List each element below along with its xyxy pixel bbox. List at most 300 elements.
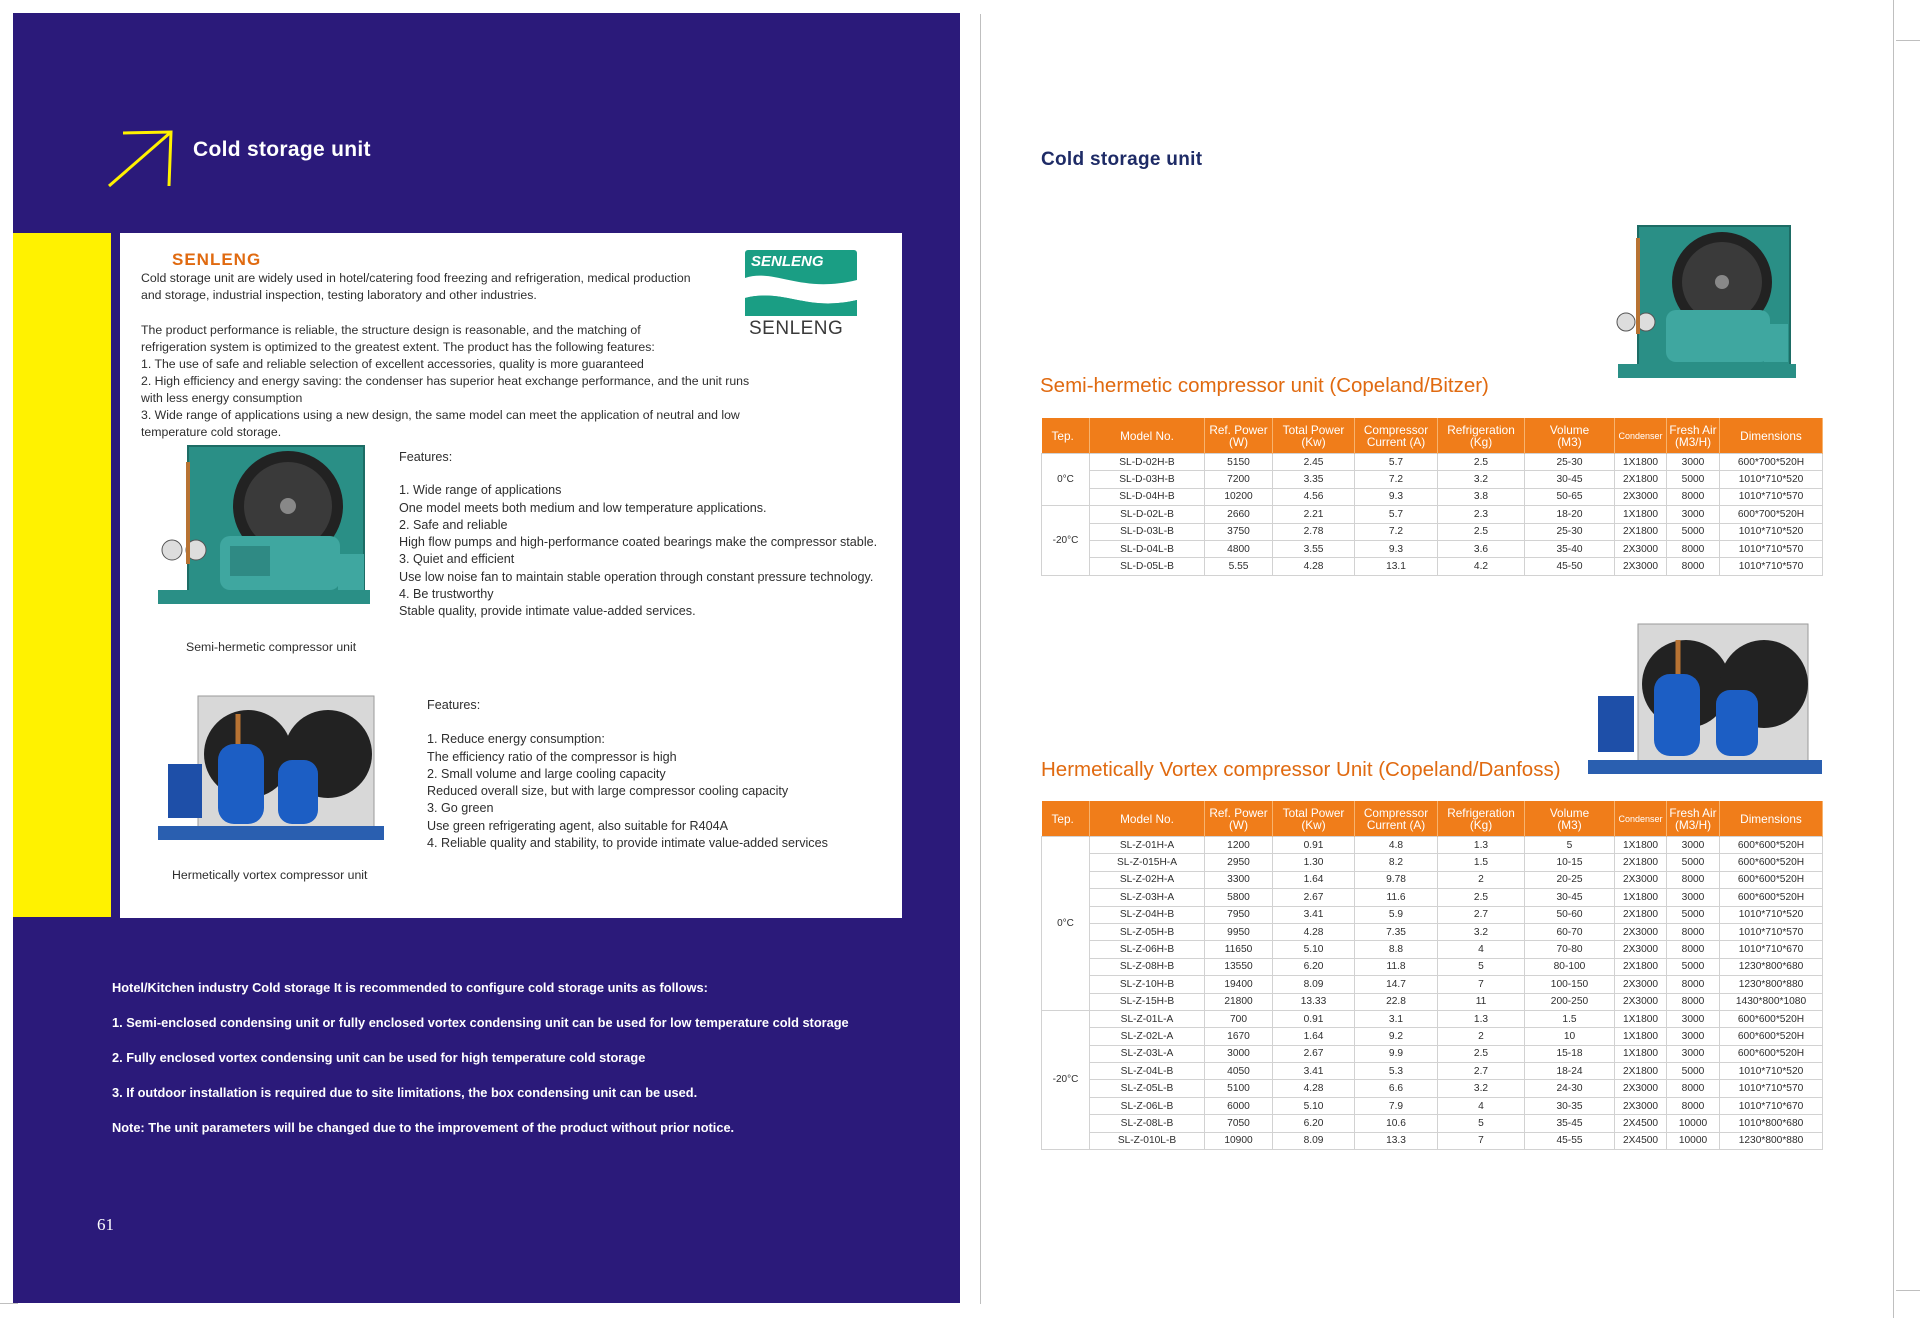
vortex-title: Hermetically Vortex compressor Unit (Copeland/Danfoss) (1041, 758, 1561, 781)
table-cell: 2X1800 (1615, 906, 1667, 923)
table-cell: 5.7 (1355, 454, 1438, 471)
table-cell: 4050 (1205, 1063, 1273, 1080)
table-cell: 9.3 (1355, 540, 1438, 557)
column-header (1525, 418, 1615, 454)
table-cell: 5000 (1667, 471, 1720, 488)
vortex-unit-image (158, 694, 386, 852)
table-row (1042, 871, 1823, 888)
table-cell: 19400 (1205, 976, 1273, 993)
table-cell: 45-50 (1525, 558, 1615, 575)
table-cell: 2X3000 (1615, 976, 1667, 993)
table-cell: 8000 (1667, 923, 1720, 940)
table-cell: 1230*800*880 (1720, 976, 1823, 993)
column-header (1720, 418, 1823, 454)
table-cell: 1X1800 (1615, 506, 1667, 523)
table-cell: 7.9 (1355, 1097, 1438, 1114)
table-cell: SL-Z-08L-B (1090, 1115, 1205, 1132)
column-header-unit: (W) (1229, 818, 1248, 832)
table-cell: 600*600*520H (1720, 1028, 1823, 1045)
table-cell: 10200 (1205, 488, 1273, 505)
trim-mark (1896, 1290, 1920, 1291)
table-cell: 4.8 (1355, 837, 1438, 854)
table-cell: 5 (1438, 958, 1525, 975)
table-cell: 18-20 (1525, 506, 1615, 523)
table-cell: 8000 (1667, 993, 1720, 1010)
table-cell: 8.8 (1355, 941, 1438, 958)
table-cell: 8.09 (1273, 976, 1355, 993)
table-cell: 60-70 (1525, 923, 1615, 940)
table-cell: 600*600*520H (1720, 871, 1823, 888)
table-cell: 1X1800 (1615, 889, 1667, 906)
feature-line: 3. Go green (427, 801, 494, 816)
column-header (1090, 801, 1205, 837)
table-cell: 1010*710*520 (1720, 471, 1823, 488)
table-cell: SL-D-04H-B (1090, 488, 1205, 505)
table-cell: 5100 (1205, 1080, 1273, 1097)
table-cell: 1230*800*680 (1720, 958, 1823, 975)
table-row (1042, 906, 1823, 923)
table-cell: 2 (1438, 1028, 1525, 1045)
table-cell: 1.30 (1273, 854, 1355, 871)
table-cell: SL-D-02L-B (1090, 506, 1205, 523)
table-row (1042, 1097, 1823, 1114)
table-cell: 3000 (1667, 1010, 1720, 1027)
table-row (1042, 558, 1823, 575)
table-cell: 100-150 (1525, 976, 1615, 993)
table-cell: 70-80 (1525, 941, 1615, 958)
intro-text (141, 270, 741, 304)
table-row (1042, 941, 1823, 958)
trim-line (1893, 0, 1894, 1318)
table-cell: 600*600*520H (1720, 1010, 1823, 1027)
table-cell: 5000 (1667, 1063, 1720, 1080)
table-cell: 1010*710*520 (1720, 523, 1823, 540)
table-cell: 1.3 (1438, 837, 1525, 854)
table-cell: 8000 (1667, 488, 1720, 505)
table-cell: 2.5 (1438, 1045, 1525, 1062)
table-cell: 8000 (1667, 558, 1720, 575)
column-header-label: Volume (1549, 806, 1590, 820)
table-cell: 1010*710*520 (1720, 906, 1823, 923)
table-cell: 3750 (1205, 523, 1273, 540)
table-cell: 25-30 (1525, 523, 1615, 540)
table-cell: SL-D-03H-B (1090, 471, 1205, 488)
table-cell: 2X3000 (1615, 558, 1667, 575)
column-header-label: Ref. Power (1209, 806, 1268, 820)
column-header (1720, 801, 1823, 837)
column-header-label: Condenser (1618, 431, 1663, 441)
description-line: The product performance is reliable, the structure design is reasonable, and the matching of (141, 323, 641, 337)
table-row (1042, 1045, 1823, 1062)
table-cell: 9950 (1205, 923, 1273, 940)
intro-line: and storage, industrial inspection, testing laboratory and other industries. (141, 288, 537, 302)
table-cell: 600*700*520H (1720, 506, 1823, 523)
description-line: refrigeration system is optimized to the greatest extent. The product has the following features: (141, 340, 655, 354)
table-cell: 1X1800 (1615, 1045, 1667, 1062)
table-cell: SL-Z-06L-B (1090, 1097, 1205, 1114)
table-cell: 50-65 (1525, 488, 1615, 505)
table-row (1042, 993, 1823, 1010)
description-line: 2. High efficiency and energy saving: the condenser has superior heat exchange performance, and the unit runs (141, 374, 750, 388)
table-cell: 3000 (1667, 1028, 1720, 1045)
column-header (1042, 418, 1090, 454)
table-cell: 2X4500 (1615, 1115, 1667, 1132)
note-line: Hotel/Kitchen industry Cold storage It is recommended to configure cold storage units as follows: (112, 980, 708, 995)
table-cell: 20-25 (1525, 871, 1615, 888)
feature-line: Use low noise fan to maintain stable operation through constant pressure technology. (399, 569, 874, 584)
table-cell: SL-Z-10H-B (1090, 976, 1205, 993)
table-cell: 5 (1438, 1115, 1525, 1132)
table-cell: 1200 (1205, 837, 1273, 854)
table-cell: 1.64 (1273, 871, 1355, 888)
column-header-label: Ref. Power (1209, 423, 1268, 437)
table-cell: 8000 (1667, 941, 1720, 958)
table-cell: 10900 (1205, 1132, 1273, 1149)
column-header (1355, 801, 1438, 837)
table-cell: 4 (1438, 941, 1525, 958)
table-cell: 2X3000 (1615, 1080, 1667, 1097)
column-header-label: Fresh Air (1669, 806, 1717, 820)
table-cell: 4800 (1205, 540, 1273, 557)
feature-line: 4. Be trustworthy (399, 587, 494, 602)
table-cell: 7 (1438, 1132, 1525, 1149)
table-header-row (1042, 418, 1823, 454)
table-cell: 5.9 (1355, 906, 1438, 923)
vortex-unit-photo (1588, 620, 1824, 786)
column-header-unit: (M3/H) (1674, 818, 1712, 832)
table-cell: 0.91 (1273, 1010, 1355, 1027)
senleng-logo (745, 250, 857, 320)
table-row (1042, 1132, 1823, 1149)
table-cell: 5000 (1667, 958, 1720, 975)
table-cell: 200-250 (1525, 993, 1615, 1010)
semi-hermetic-features (399, 449, 899, 621)
semi-hermetic-caption: Semi-hermetic compressor unit (186, 640, 357, 654)
table-cell: 5.3 (1355, 1063, 1438, 1080)
table-cell: 5.55 (1205, 558, 1273, 575)
column-header (1667, 418, 1720, 454)
table-cell: 2.67 (1273, 1045, 1355, 1062)
column-header (1355, 418, 1438, 454)
table-cell: 22.8 (1355, 993, 1438, 1010)
brand-name: SENLENG (172, 250, 262, 269)
table-cell: 3000 (1667, 506, 1720, 523)
table-cell: SL-D-05L-B (1090, 558, 1205, 575)
table-cell: 21800 (1205, 993, 1273, 1010)
column-header-unit: (M3) (1557, 818, 1582, 832)
semi-hermetic-spec-table (1041, 418, 1823, 576)
table-cell: 1010*710*670 (1720, 941, 1823, 958)
table-cell: 30-45 (1525, 471, 1615, 488)
column-header-unit: (Kw) (1301, 818, 1326, 832)
table-cell: 6000 (1205, 1097, 1273, 1114)
table-cell: SL-D-02H-B (1090, 454, 1205, 471)
table-cell: 4.28 (1273, 558, 1355, 575)
right-page-title: Cold storage unit (1041, 149, 1203, 170)
table-cell: 80-100 (1525, 958, 1615, 975)
feature-line: High flow pumps and high-performance coated bearings make the compressor stable. (399, 535, 878, 550)
table-cell: 5000 (1667, 523, 1720, 540)
table-cell: 30-45 (1525, 889, 1615, 906)
table-cell: SL-Z-04H-B (1090, 906, 1205, 923)
table-cell: 5 (1525, 837, 1615, 854)
table-cell: 2X3000 (1615, 941, 1667, 958)
table-cell: 3000 (1667, 889, 1720, 906)
column-header (1090, 418, 1205, 454)
column-header-unit: (M3/H) (1674, 435, 1712, 449)
temperature-cell: -20°C (1042, 506, 1090, 576)
table-cell: 2950 (1205, 854, 1273, 871)
table-cell: 1X1800 (1615, 454, 1667, 471)
table-cell: 10-15 (1525, 854, 1615, 871)
table-cell: 3.2 (1438, 923, 1525, 940)
table-cell: 3.2 (1438, 471, 1525, 488)
feature-line: Reduced overall size, but with large compressor cooling capacity (427, 784, 789, 799)
feature-line: The efficiency ratio of the compressor is high (427, 749, 677, 764)
table-cell: 9.78 (1355, 871, 1438, 888)
table-cell: 700 (1205, 1010, 1273, 1027)
feature-line: One model meets both medium and low temperature applications. (399, 500, 767, 515)
intro-line: Cold storage unit are widely used in hotel/catering food freezing and refrigeration, medical production (141, 271, 691, 285)
column-header-label: Model No. (1120, 429, 1174, 443)
table-cell: 9.2 (1355, 1028, 1438, 1045)
table-row (1042, 837, 1823, 854)
arrow-icon (105, 128, 175, 190)
table-cell: 10000 (1667, 1115, 1720, 1132)
table-cell: 30-35 (1525, 1097, 1615, 1114)
table-cell: 10 (1525, 1028, 1615, 1045)
semi-hermetic-unit-image (158, 444, 380, 630)
table-cell: 3.2 (1438, 1080, 1525, 1097)
table-cell: 1.64 (1273, 1028, 1355, 1045)
table-cell: 4 (1438, 1097, 1525, 1114)
table-cell: 2.7 (1438, 906, 1525, 923)
table-cell: 600*600*520H (1720, 889, 1823, 906)
table-cell: SL-Z-08H-B (1090, 958, 1205, 975)
spine-line (980, 14, 981, 1304)
description-line: 3. Wide range of applications using a new design, the same model can meet the application of neutral and low (141, 408, 740, 422)
table-cell: 2.5 (1438, 889, 1525, 906)
table-cell: 3000 (1667, 837, 1720, 854)
table-cell: 2.3 (1438, 506, 1525, 523)
table-cell: 1X1800 (1615, 1010, 1667, 1027)
table-cell: 3000 (1667, 1045, 1720, 1062)
trim-mark (0, 1303, 18, 1304)
column-header-label: Refrigeration (1447, 806, 1515, 820)
table-cell: 8000 (1667, 540, 1720, 557)
table-cell: 2X1800 (1615, 958, 1667, 975)
table-cell: 2.67 (1273, 889, 1355, 906)
vortex-caption: Hermetically vortex compressor unit (172, 868, 368, 882)
table-cell: 3300 (1205, 871, 1273, 888)
table-cell: 1010*710*570 (1720, 488, 1823, 505)
table-cell: 11650 (1205, 941, 1273, 958)
table-cell: 3.35 (1273, 471, 1355, 488)
column-header-label: Model No. (1120, 812, 1174, 826)
trim-mark (1896, 40, 1920, 41)
table-cell: 3.6 (1438, 540, 1525, 557)
table-cell: 600*600*520H (1720, 837, 1823, 854)
table-cell: 24-30 (1525, 1080, 1615, 1097)
table-cell: 10.6 (1355, 1115, 1438, 1132)
table-cell: 2.5 (1438, 523, 1525, 540)
table-cell: SL-Z-15H-B (1090, 993, 1205, 1010)
table-row (1042, 1028, 1823, 1045)
table-cell: 2.21 (1273, 506, 1355, 523)
table-row (1042, 854, 1823, 871)
table-cell: 1010*710*520 (1720, 1063, 1823, 1080)
table-cell: 8.2 (1355, 854, 1438, 871)
table-row (1042, 1080, 1823, 1097)
table-cell: SL-D-04L-B (1090, 540, 1205, 557)
column-header-unit: (Kg) (1469, 435, 1493, 449)
table-cell: SL-Z-05H-B (1090, 923, 1205, 940)
column-header-label: Compressor (1363, 806, 1429, 820)
table-cell: SL-Z-06H-B (1090, 941, 1205, 958)
feature-line: 2. Safe and reliable (399, 517, 508, 532)
table-cell: 3.41 (1273, 906, 1355, 923)
table-cell: 4.56 (1273, 488, 1355, 505)
table-cell: 50-60 (1525, 906, 1615, 923)
temperature-cell: 0°C (1042, 454, 1090, 506)
table-cell: 11 (1438, 993, 1525, 1010)
feature-line: 1. Wide range of applications (399, 483, 562, 498)
table-cell: 1010*710*570 (1720, 923, 1823, 940)
feature-line: 2. Small volume and large cooling capacity (427, 766, 666, 781)
table-cell: 3.41 (1273, 1063, 1355, 1080)
table-row (1042, 471, 1823, 488)
table-cell: 8000 (1667, 976, 1720, 993)
table-cell: 2660 (1205, 506, 1273, 523)
table-cell: 6.20 (1273, 1115, 1355, 1132)
yellow-accent-bar (13, 233, 111, 917)
table-cell: 7.2 (1355, 523, 1438, 540)
table-cell: 14.7 (1355, 976, 1438, 993)
feature-line: 1. Reduce energy consumption: (427, 732, 605, 747)
table-row (1042, 976, 1823, 993)
column-header-unit: (Kg) (1469, 818, 1493, 832)
column-header-unit: Current (A) (1366, 435, 1426, 449)
table-row (1042, 958, 1823, 975)
table-cell: SL-Z-04L-B (1090, 1063, 1205, 1080)
table-cell: 1230*800*880 (1720, 1132, 1823, 1149)
description-line: with less energy consumption (141, 391, 303, 405)
table-cell: 2X3000 (1615, 871, 1667, 888)
table-cell: 11.8 (1355, 958, 1438, 975)
table-cell: 1430*800*1080 (1720, 993, 1823, 1010)
table-cell: 0.91 (1273, 837, 1355, 854)
table-cell: 3000 (1205, 1045, 1273, 1062)
table-cell: 8.09 (1273, 1132, 1355, 1149)
table-cell: 6.6 (1355, 1080, 1438, 1097)
table-cell: SL-D-03L-B (1090, 523, 1205, 540)
table-cell: 7950 (1205, 906, 1273, 923)
table-cell: 13.3 (1355, 1132, 1438, 1149)
vortex-spec-table (1041, 801, 1823, 1150)
semi-hermetic-unit-photo (1614, 224, 1798, 398)
table-cell: 8000 (1667, 1080, 1720, 1097)
table-cell: 2X4500 (1615, 1132, 1667, 1149)
table-cell: 2X3000 (1615, 923, 1667, 940)
note-line: 1. Semi-enclosed condensing unit or fully enclosed vortex condensing unit can be used for low temperature cold storage (112, 1015, 849, 1030)
column-header-label: Total Power (1282, 806, 1345, 820)
column-header-label: Dimensions (1740, 812, 1802, 826)
table-cell: 1.5 (1525, 1010, 1615, 1027)
table-cell: 4.28 (1273, 923, 1355, 940)
column-header (1438, 801, 1525, 837)
table-cell: 1010*710*670 (1720, 1097, 1823, 1114)
table-cell: 11.6 (1355, 889, 1438, 906)
table-body (1042, 454, 1823, 576)
table-cell: 7200 (1205, 471, 1273, 488)
feature-line: 3. Quiet and efficient (399, 552, 515, 567)
column-header (1525, 801, 1615, 837)
table-cell: 5800 (1205, 889, 1273, 906)
logo-text: SENLENG (751, 253, 824, 270)
table-cell: 13.33 (1273, 993, 1355, 1010)
table-cell: 3.1 (1355, 1010, 1438, 1027)
feature-line: Use green refrigerating agent, also suitable for R404A (427, 818, 729, 833)
table-cell: 7 (1438, 976, 1525, 993)
table-cell: 1X1800 (1615, 1028, 1667, 1045)
temperature-cell: -20°C (1042, 1010, 1090, 1149)
table-cell: 2.7 (1438, 1063, 1525, 1080)
table-cell: 10000 (1667, 1132, 1720, 1149)
table-cell: 1.5 (1438, 854, 1525, 871)
column-header-label: Fresh Air (1669, 423, 1717, 437)
column-header-unit: Current (A) (1366, 818, 1426, 832)
table-cell: 1010*710*570 (1720, 540, 1823, 557)
page-number: 61 (97, 1215, 114, 1234)
table-cell: SL-Z-02H-A (1090, 871, 1205, 888)
column-header (1615, 418, 1667, 454)
table-row (1042, 523, 1823, 540)
table-cell: 1010*710*570 (1720, 558, 1823, 575)
table-cell: 35-40 (1525, 540, 1615, 557)
table-row (1042, 923, 1823, 940)
table-cell: SL-Z-010L-B (1090, 1132, 1205, 1149)
logo-wordmark: SENLENG (749, 318, 844, 339)
table-row (1042, 454, 1823, 471)
description-line: temperature cold storage. (141, 425, 282, 439)
table-cell: SL-Z-03H-A (1090, 889, 1205, 906)
table-cell: 13550 (1205, 958, 1273, 975)
table-cell: 3.55 (1273, 540, 1355, 557)
table-cell: 7.2 (1355, 471, 1438, 488)
table-cell: 1010*800*680 (1720, 1115, 1823, 1132)
column-header-label: Tep. (1051, 429, 1074, 443)
semi-hermetic-title: Semi-hermetic compressor unit (Copeland/Bitzer) (1040, 374, 1489, 397)
temperature-cell: 0°C (1042, 837, 1090, 1011)
table-header-row (1042, 801, 1823, 837)
table-cell: 15-18 (1525, 1045, 1615, 1062)
note-line: 2. Fully enclosed vortex condensing unit can be used for high temperature cold storage (112, 1050, 646, 1065)
table-cell: SL-Z-03L-A (1090, 1045, 1205, 1062)
table-cell: 600*600*520H (1720, 854, 1823, 871)
table-cell: 1670 (1205, 1028, 1273, 1045)
column-header (1205, 801, 1273, 837)
table-cell: 1010*710*570 (1720, 1080, 1823, 1097)
table-cell: 2X1800 (1615, 854, 1667, 871)
table-cell: 5000 (1667, 854, 1720, 871)
table-cell: 3000 (1667, 454, 1720, 471)
table-cell: 9.3 (1355, 488, 1438, 505)
table-cell: 5.10 (1273, 941, 1355, 958)
table-cell: 9.9 (1355, 1045, 1438, 1062)
table-cell: 2.45 (1273, 454, 1355, 471)
column-header (1438, 418, 1525, 454)
table-cell: 2X3000 (1615, 540, 1667, 557)
